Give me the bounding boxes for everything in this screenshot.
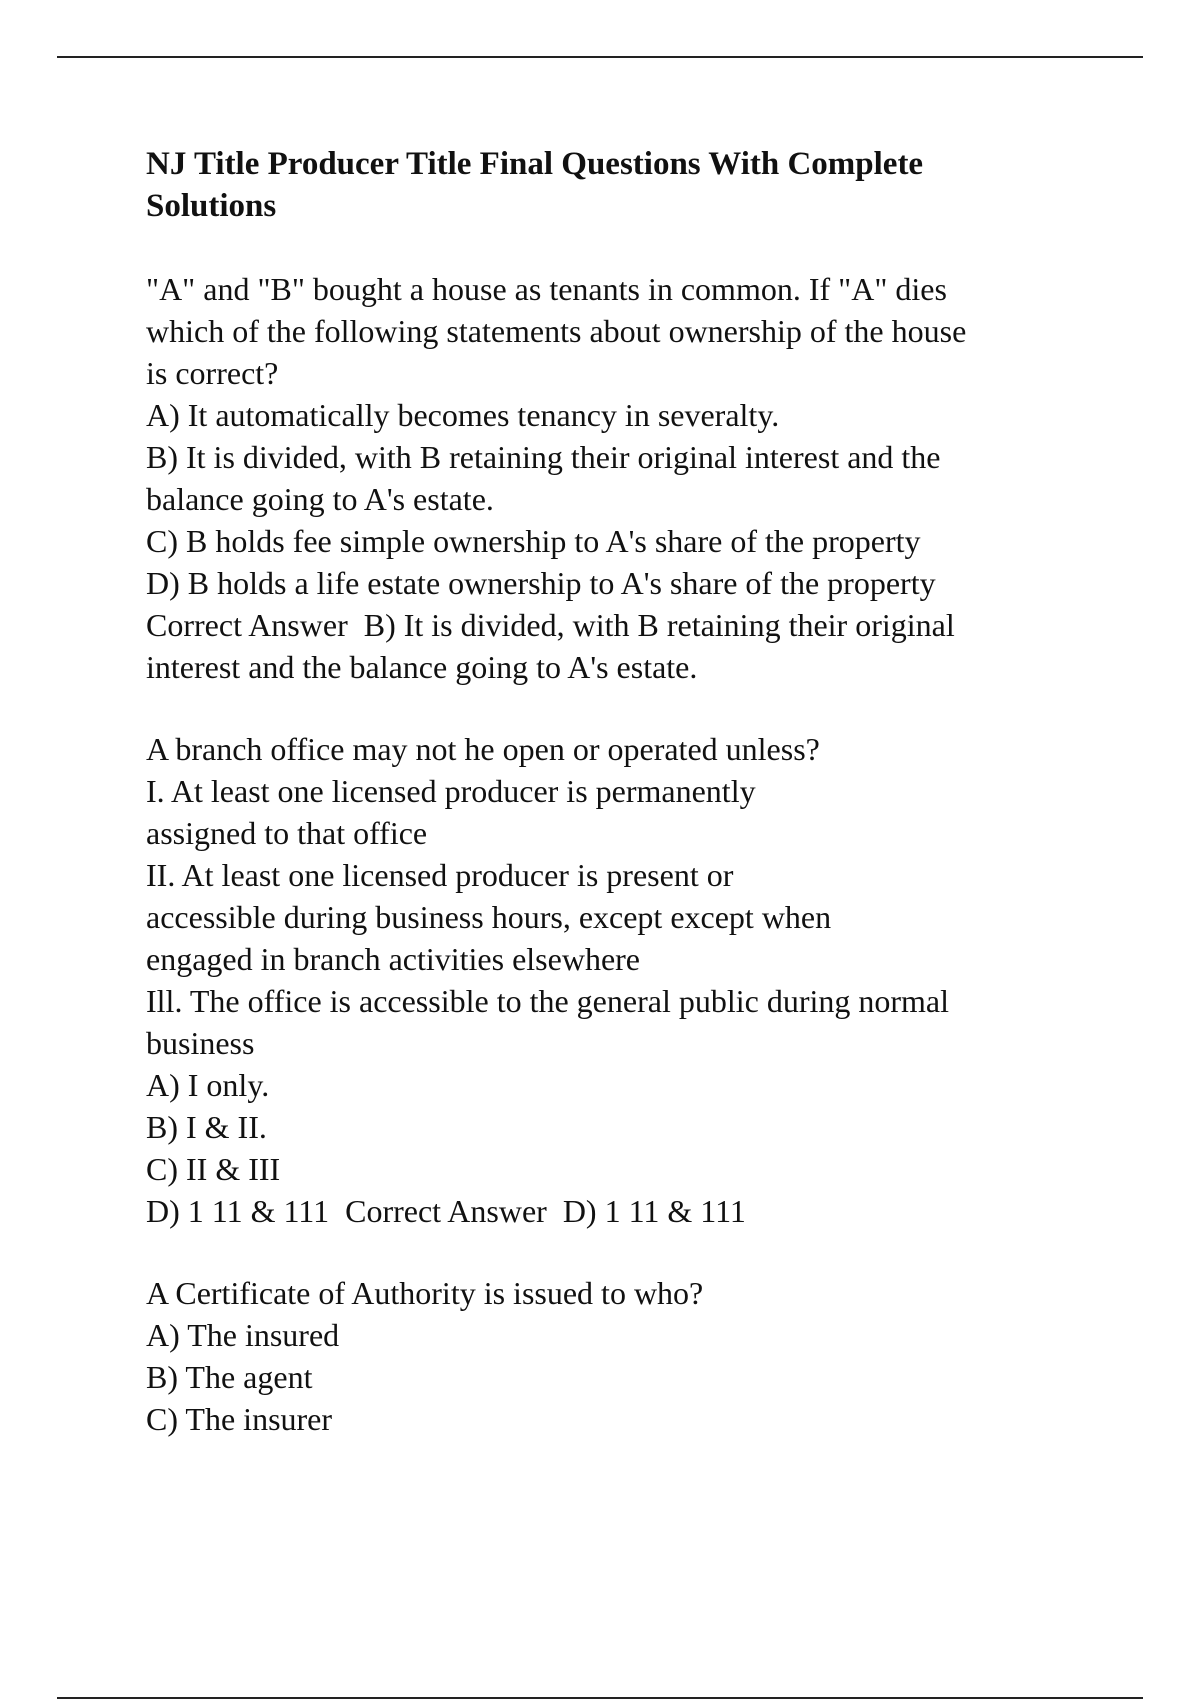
question-1-option-a: A) It automatically becomes tenancy in severalty. [146,397,780,433]
document-title [146,143,1106,227]
question-2-statement-1: I. At least one licensed producer is permanently [146,773,756,809]
question-1-line: "A" and "B" bought a house as tenants in common. If "A" dies [146,271,947,307]
question-2-statement-2-cont: engaged in branch activities elsewhere [146,941,640,977]
question-1-option-c: C) B holds fee simple ownership to A's share of the property [146,523,921,559]
question-2-statement-3: Ill. The office is accessible to the general public during normal [146,983,949,1019]
question-1-line: is correct? [146,355,279,391]
question-1-option-b-cont: balance going to A's estate. [146,481,494,517]
question-2-statement-2: II. At least one licensed producer is present or [146,857,734,893]
question-3-line: A Certificate of Authority is issued to who? [146,1275,704,1311]
question-2-statement-2-cont: accessible during business hours, except except when [146,899,832,935]
question-3-option-c: C) The insurer [146,1401,333,1437]
footer-rule [57,1697,1143,1699]
question-2 [146,728,1106,1232]
question-3-option-a: A) The insured [146,1317,340,1353]
question-2-statement-1-cont: assigned to that office [146,815,428,851]
question-1-option-d: D) B holds a life estate ownership to A's share of the property [146,565,936,601]
question-2-line: A branch office may not he open or operated unless? [146,731,820,767]
question-3 [146,1272,1106,1440]
question-2-option-c: C) II & III [146,1151,281,1187]
document-body [146,143,1106,1480]
question-1-correct-answer-cont: interest and the balance going to A's estate. [146,649,698,685]
question-1-line: which of the following statements about ownership of the house [146,313,967,349]
question-2-option-b: B) I & II. [146,1109,267,1145]
question-1 [146,268,1106,688]
question-1-option-b: B) It is divided, with B retaining their original interest and the [146,439,941,475]
question-1-correct-answer: Correct Answer B) It is divided, with B retaining their original [146,607,955,643]
title-line-2: Solutions [146,188,277,224]
question-2-option-a: A) I only. [146,1067,270,1103]
question-2-statement-3-cont: business [146,1025,255,1061]
question-3-option-b: B) The agent [146,1359,313,1395]
header-rule [57,56,1143,58]
question-2-option-d-correct-answer: D) 1 11 & 111 Correct Answer D) 1 11 & 111 [146,1193,746,1229]
title-line-1: NJ Title Producer Title Final Questions With Complete [146,146,924,182]
